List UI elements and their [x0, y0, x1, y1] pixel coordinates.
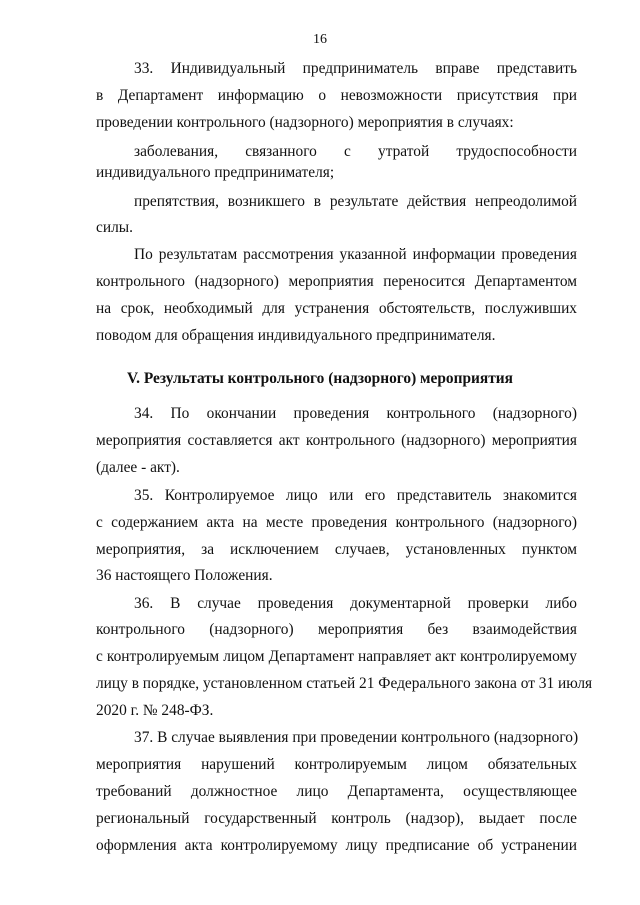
paragraph-33c-line-1: По результатам рассмотрения указанной информации проведения — [134, 246, 577, 263]
paragraph-33-line-2: в Департамент информацию о невозможности присутствия при — [96, 87, 577, 104]
paragraph-33b-line-2: силы. — [96, 219, 133, 236]
paragraph-36-line-2: контрольного (надзорного) мероприятия без взаимодействия — [96, 621, 577, 638]
paragraph-33b-line-1: препятствия, возникшего в результате действия непреодолимой — [134, 193, 577, 210]
paragraph-35-line-3: мероприятия, за исключением случаев, установленных пунктом — [96, 541, 577, 558]
page-number: 16 — [313, 32, 327, 47]
paragraph-34-line-2: мероприятия составляется акт контрольного (надзорного) мероприятия — [96, 432, 577, 449]
paragraph-33a-line-1: заболевания, связанного с утратой трудоспособности — [134, 143, 577, 160]
section-heading: V. Результаты контрольного (надзорного) мероприятия — [127, 370, 513, 387]
paragraph-37-line-1: 37. В случае выявления при проведении контрольного (надзорного) — [134, 729, 579, 746]
paragraph-33a-line-2: индивидуального предпринимателя; — [96, 164, 335, 181]
paragraph-36-line-4: лицу в порядке, установленном статьей 21 Федерального закона от 31 июля — [96, 675, 593, 692]
paragraph-33-line-3: проведении контрольного (надзорного) мероприятия в случаях: — [96, 114, 514, 131]
paragraph-37-line-4: региональный государственный контроль (надзор), выдает после — [96, 810, 577, 827]
paragraph-33c-line-2: контрольного (надзорного) мероприятия переносится Департаментом — [96, 273, 577, 290]
paragraph-33c-line-3: на срок, необходимый для устранения обстоятельств, послуживших — [96, 300, 577, 317]
paragraph-35-line-2: с содержанием акта на месте проведения контрольного (надзорного) — [96, 514, 577, 531]
paragraph-36-line-5: 2020 г. № 248-ФЗ. — [96, 702, 214, 719]
paragraph-37-line-2: мероприятия нарушений контролируемым лицом обязательных — [96, 756, 577, 773]
paragraph-37-line-3: требований должностное лицо Департамента, осуществляющее — [96, 783, 577, 800]
paragraph-35-line-4: 36 настоящего Положения. — [96, 567, 273, 584]
paragraph-34-line-1: 34. По окончании проведения контрольного (надзорного) — [134, 405, 577, 422]
paragraph-33c-line-4: поводом для обращения индивидуального предпринимателя. — [96, 327, 496, 344]
paragraph-34-line-3: (далее - акт). — [96, 459, 180, 476]
paragraph-37-line-5: оформления акта контролируемому лицу предписание об устранении — [96, 837, 577, 854]
paragraph-36-line-1: 36. В случае проведения документарной проверки либо — [134, 595, 577, 612]
paragraph-33-line-1: 33. Индивидуальный предприниматель вправе представить — [134, 60, 577, 77]
paragraph-36-line-3: с контролируемым лицом Департамент направляет акт контролируемому — [96, 648, 577, 665]
paragraph-35-line-1: 35. Контролируемое лицо или его представитель знакомится — [134, 487, 577, 504]
